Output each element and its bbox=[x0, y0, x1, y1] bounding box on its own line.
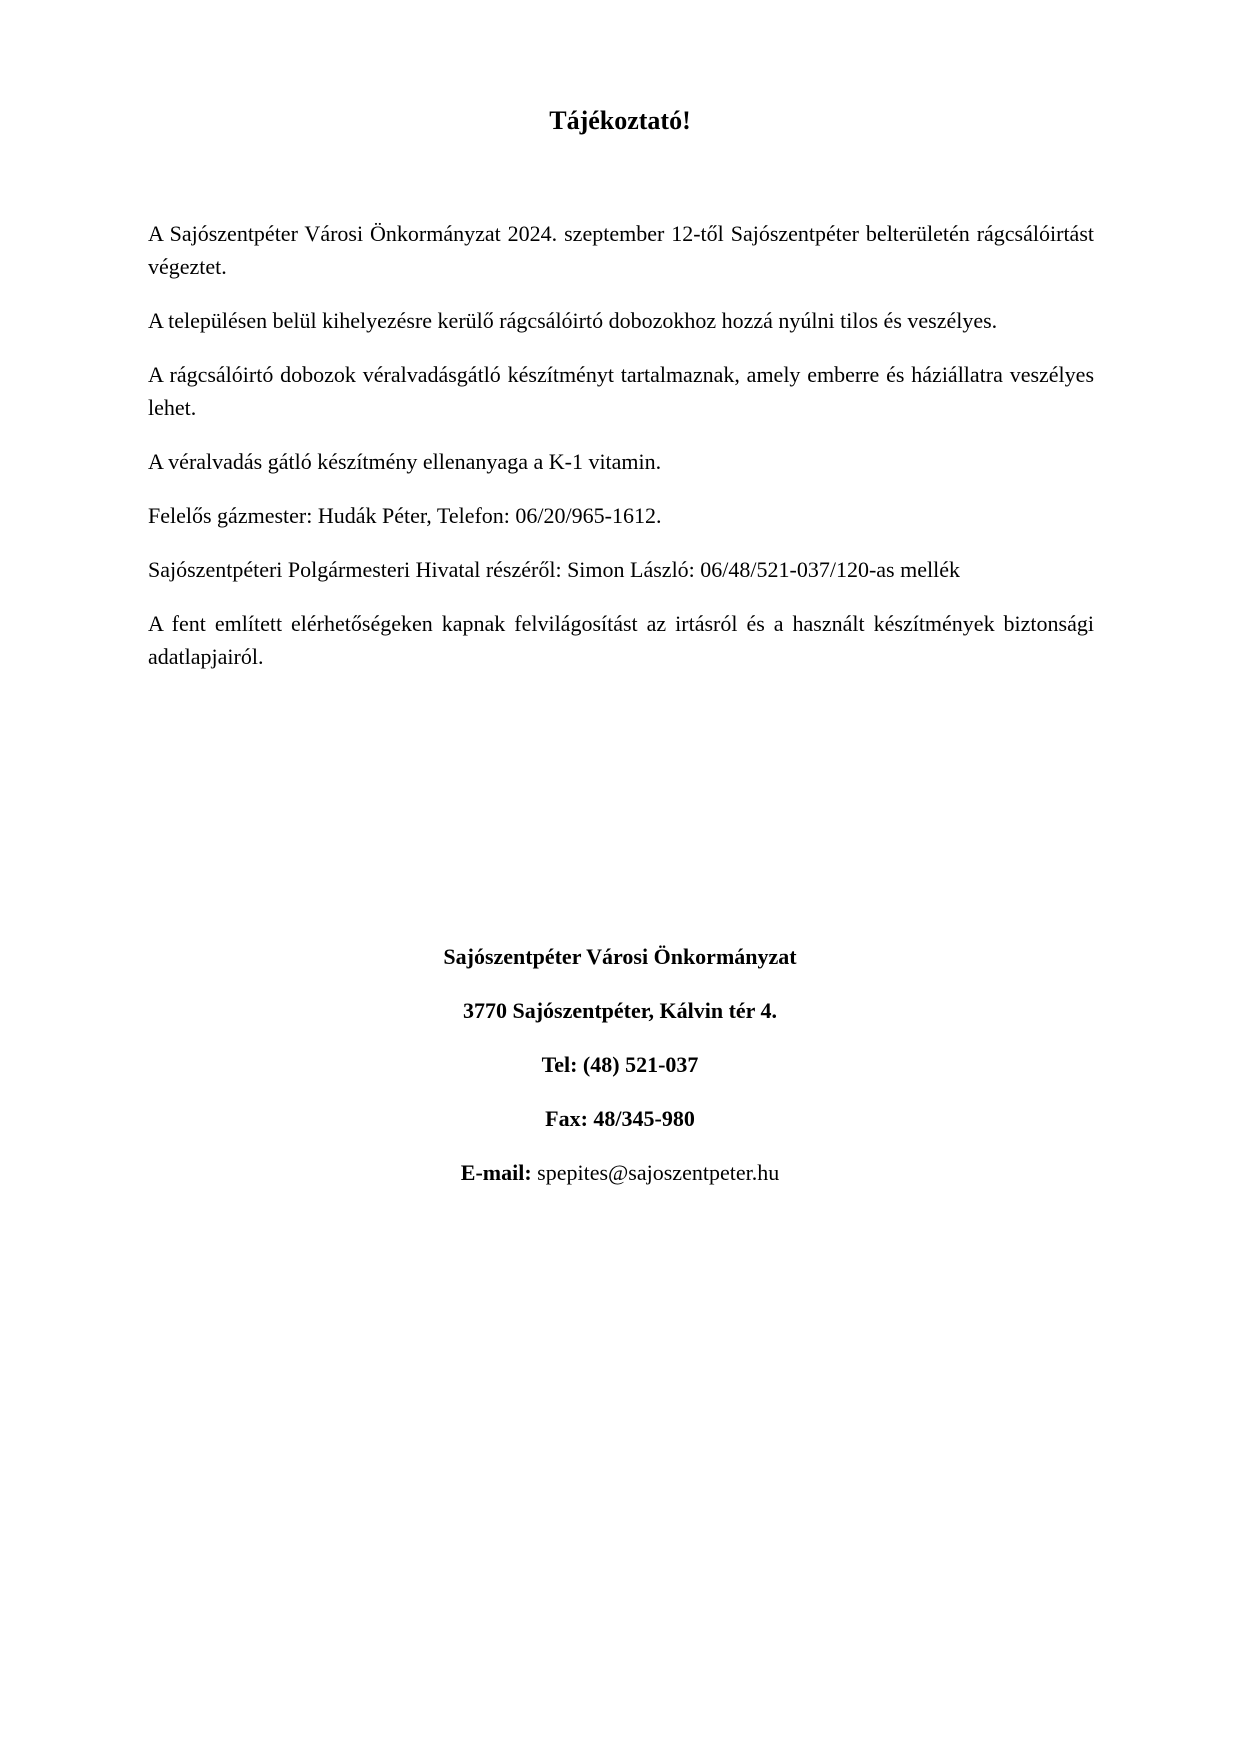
paragraph-anticoagulant: A rágcsálóirtó dobozok véralvadásgátló készítményt tartalmaznak, amely emberre és háziállatra veszélyes lehet. bbox=[148, 362, 1094, 420]
document-body bbox=[148, 217, 1094, 694]
paragraph-information: A fent említett elérhetőségeken kapnak felvilágosítást az irtásról és a használt készítmények biztonsági adatlapjairól. bbox=[148, 611, 1094, 669]
footer-tel: Tel: (48) 521-037 bbox=[541, 1052, 699, 1077]
footer-address: 3770 Sajószentpéter, Kálvin tér 4. bbox=[462, 998, 778, 1023]
paragraph-office-contact: Sajószentpéteri Polgármesteri Hivatal részéről: Simon László: 06/48/521-037/120-as mellék bbox=[148, 557, 960, 582]
footer-email-line bbox=[0, 1156, 1240, 1189]
footer-organization: Sajószentpéter Városi Önkormányzat bbox=[443, 944, 797, 969]
document-title: Tájékoztató! bbox=[549, 106, 691, 135]
footer-email-label: E-mail: bbox=[460, 1160, 532, 1185]
paragraph-responsible-person: Felelős gázmester: Hudák Péter, Telefon: 06/20/965-1612. bbox=[148, 503, 662, 528]
paragraph-antidote: A véralvadás gátló készítmény ellenanyaga a K-1 vitamin. bbox=[148, 449, 662, 474]
footer-email-address: spepites@sajoszentpeter.hu bbox=[537, 1160, 780, 1185]
footer-fax: Fax: 48/345-980 bbox=[545, 1106, 695, 1131]
document-footer bbox=[0, 940, 1240, 1210]
paragraph-intro: A Sajószentpéter Városi Önkormányzat 2024. szeptember 12-től Sajószentpéter belterületén rágcsálóirtást végeztet. bbox=[148, 221, 1094, 279]
paragraph-warning-boxes: A településen belül kihelyezésre kerülő rágcsálóirtó dobozokhoz hozzá nyúlni tilos és veszélyes. bbox=[148, 308, 998, 333]
